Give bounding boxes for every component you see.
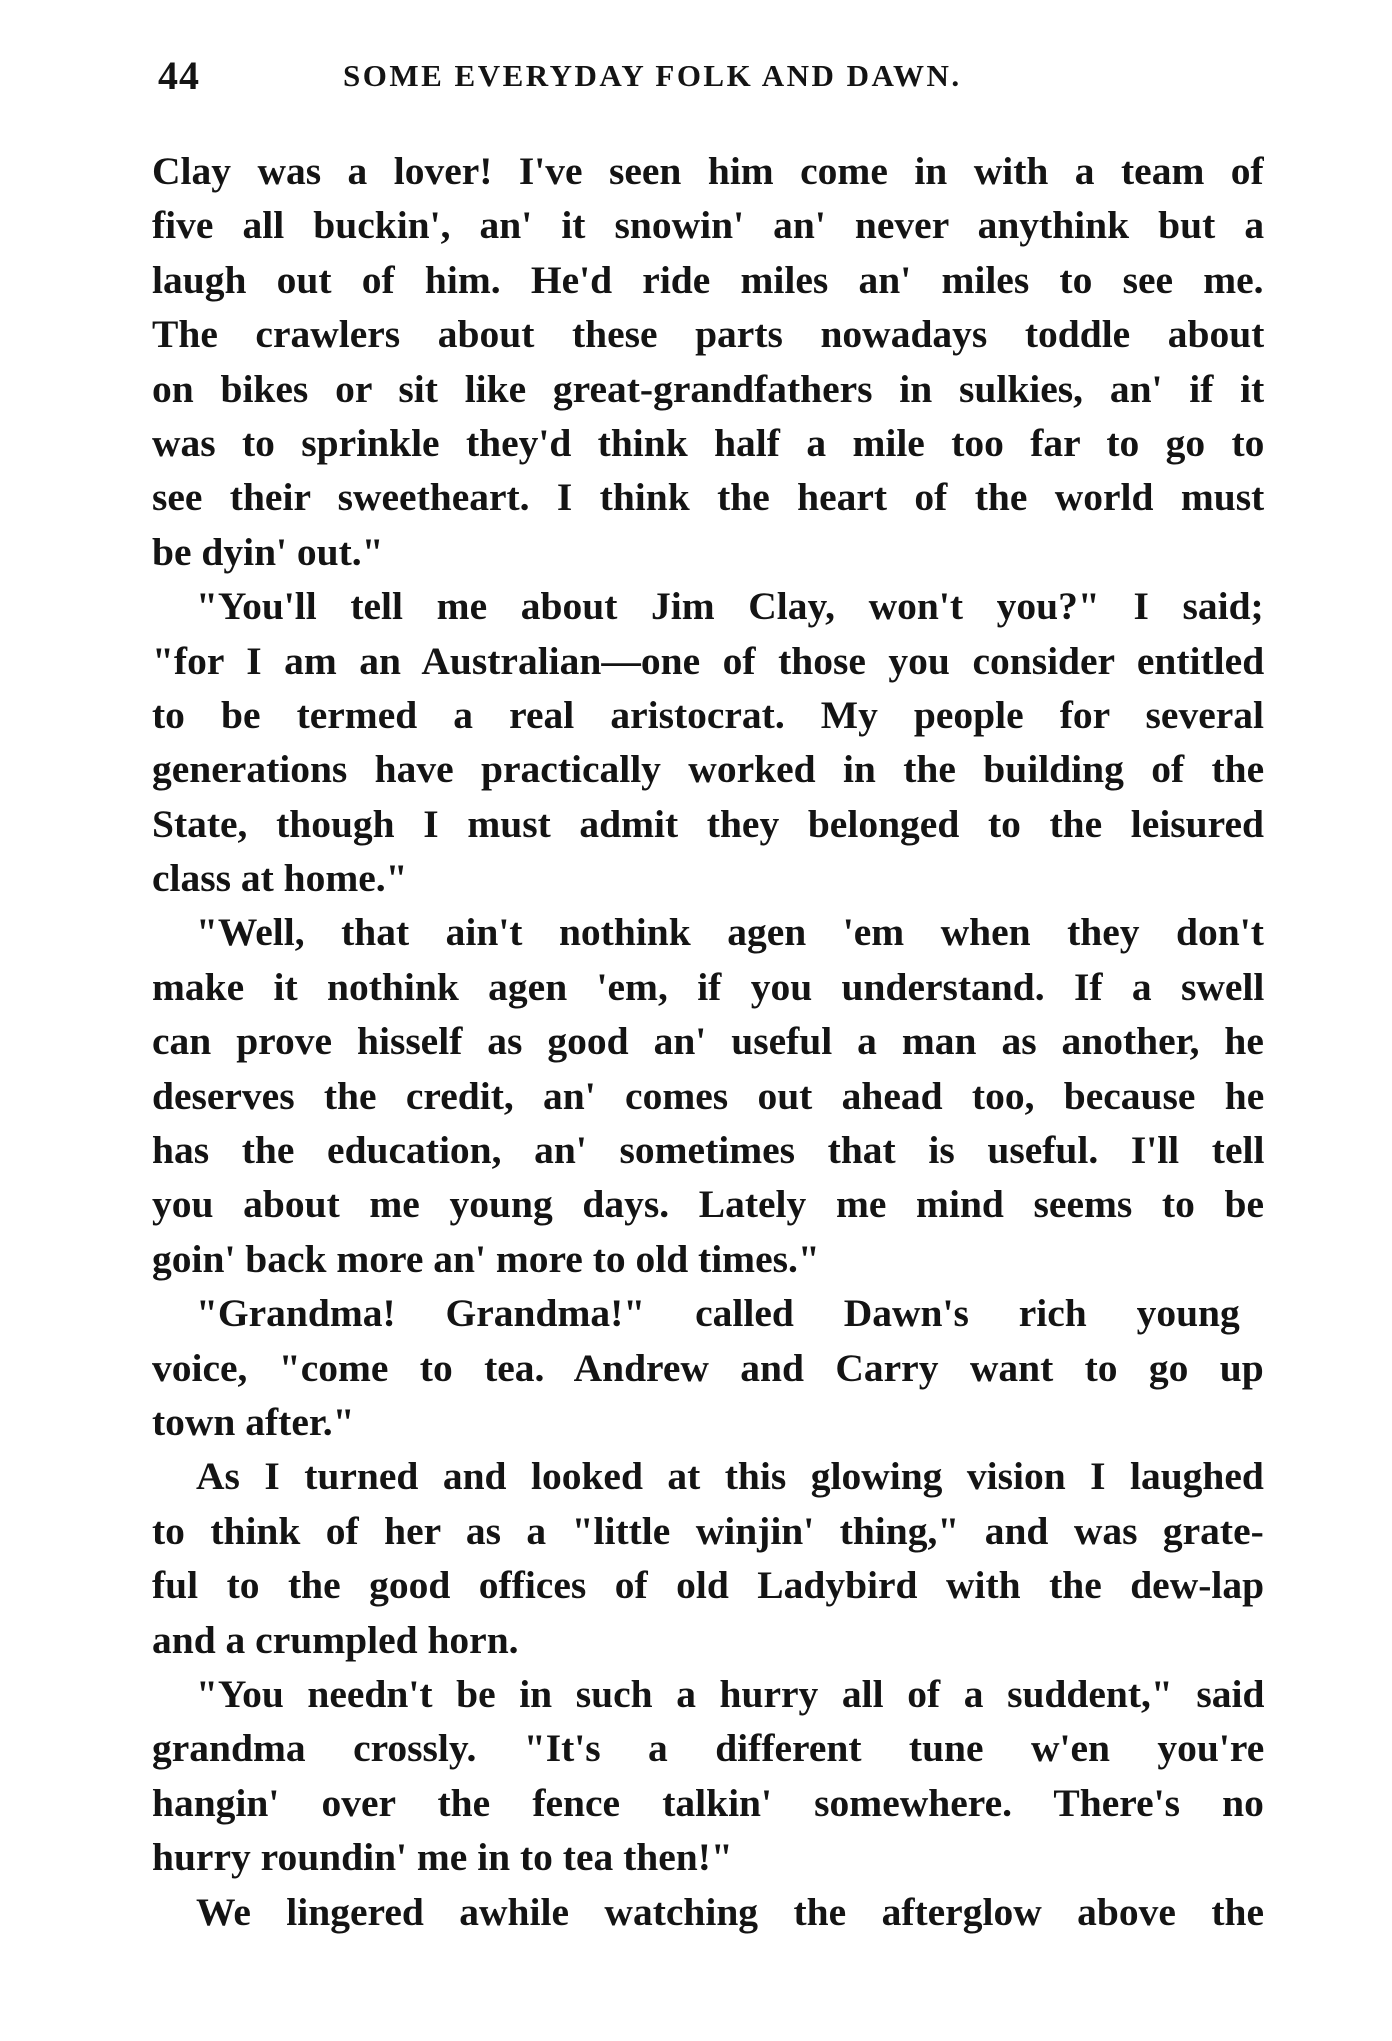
text-line: "for I am an Australian—one of those you consider entitled — [152, 638, 1264, 683]
text-line: grandma crossly. "It's a different tune w'en you're — [152, 1726, 1264, 1771]
body-text — [152, 144, 1264, 1939]
text-line: five all buckin', an' it snowin' an' never anythink but a — [152, 203, 1264, 248]
paragraph-3 — [152, 905, 1264, 1286]
text-line: hangin' over the fence talkin' somewhere. There's no — [152, 1780, 1264, 1825]
text-line: you about me young days. Lately me mind seems to be — [152, 1182, 1264, 1227]
text-line: class at home." — [152, 856, 408, 901]
text-line: has the education, an' sometimes that is useful. I'll tell — [152, 1128, 1264, 1173]
page-header — [158, 48, 1258, 108]
text-line: Clay was a lover! I've seen him come in with a team of — [152, 149, 1264, 193]
text-line: "You needn't be in such a hurry all of a suddent," said — [196, 1671, 1264, 1716]
text-line: was to sprinkle they'd think half a mile too far to go to — [152, 420, 1264, 465]
paragraph-1 — [152, 144, 1264, 579]
text-line: to be termed a real aristocrat. My people for several — [152, 692, 1264, 737]
paragraph-4 — [152, 1286, 1264, 1449]
text-line: ful to the good offices of old Ladybird with the dew-lap — [152, 1563, 1264, 1608]
text-line: "You'll tell me about Jim Clay, won't you?" I said; — [196, 584, 1264, 629]
text-line: and a crumpled horn. — [152, 1617, 519, 1662]
paragraph-2 — [152, 579, 1264, 905]
text-line: deserves the credit, an' comes out ahead too, because he — [152, 1073, 1264, 1118]
text-line: "Grandma! Grandma!" called Dawn's rich young — [196, 1291, 1240, 1336]
text-line: We lingered awhile watching the afterglow above the — [196, 1889, 1264, 1934]
page-number: 44 — [158, 53, 200, 98]
text-line: make it nothink agen 'em, if you understand. If a swell — [152, 964, 1264, 1009]
text-line: State, though I must admit they belonged to the leisured — [152, 801, 1264, 846]
text-line: goin' back more an' more to old times." — [152, 1236, 820, 1281]
text-line: The crawlers about these parts nowadays toddle about — [152, 312, 1264, 357]
text-line: town after." — [152, 1399, 355, 1444]
text-line: see their sweetheart. I think the heart of the world must — [152, 475, 1264, 520]
paragraph-7 — [152, 1885, 1264, 1939]
text-line: laugh out of him. He'd ride miles an' miles to see me. — [152, 257, 1264, 302]
text-line: As I turned and looked at this glowing vision I laughed — [196, 1454, 1264, 1499]
text-line: be dyin' out." — [152, 529, 384, 574]
text-line: generations have practically worked in the building of the — [152, 747, 1264, 792]
paragraph-6 — [152, 1667, 1264, 1885]
paragraph-5 — [152, 1449, 1264, 1667]
text-line: on bikes or sit like great-grandfathers in sulkies, an' if it — [152, 366, 1264, 411]
text-line: hurry roundin' me in to tea then!" — [152, 1835, 733, 1880]
text-line: "Well, that ain't nothink agen 'em when they don't — [196, 910, 1264, 955]
running-head: SOME EVERYDAY FOLK AND DAWN. — [343, 58, 962, 93]
text-line: to think of her as a "little winjin' thing," and was grate- — [152, 1508, 1264, 1553]
text-line: can prove hisself as good an' useful a man as another, he — [152, 1019, 1264, 1064]
text-line: voice, "come to tea. Andrew and Carry want to go up — [152, 1345, 1264, 1390]
